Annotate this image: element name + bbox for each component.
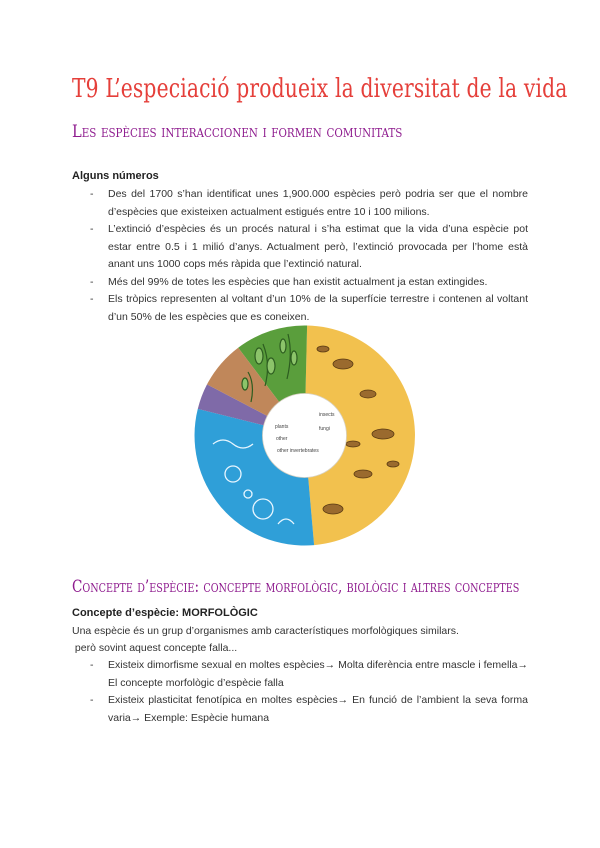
paragraph-definition: Una espècie és un grup d’organismes amb característiques morfològiques similars. — [72, 625, 459, 637]
list-item: - Els tròpics representen al voltant d’un 10% de la superfície terrestre i contenen al voltant d’un 50% de les espècies que es coneixen. — [92, 291, 528, 326]
page-title: T9 L’especiació produeix la diversitat de la vida — [72, 74, 568, 104]
species-diversity-diagram — [193, 324, 416, 547]
list-item: - Des del 1700 s’han identificat unes 1,900.000 espècies però podria ser que el nombre d’espècies que existeixen actualment estigués entre 10 i 100 milions. — [92, 186, 528, 221]
paragraph-concept-fails: però sovint aquest concepte falla... — [72, 642, 238, 654]
list-item: - Existeix plasticitat fenotípica en moltes espècies→ En funció de l’ambient la seva forma varia→ Exemple: Espècie humana — [92, 692, 528, 727]
label-fungi: fungi — [319, 426, 330, 432]
subheading-morphological: Concepte d’espècie: MORFOLÒGIC — [72, 607, 258, 619]
label-other-invertebrates: other invertebrates — [277, 448, 319, 454]
list-item: - L’extinció d’espècies és un procés natural i s’ha estimat que la vida d’una espècie pot estar entre 0.5 i 1 milió d’anys. Actualment però, l’extinció provocada per l’home està anant uns 1000 cops més ràpida que l’extinció natural. — [92, 221, 528, 274]
species-concept-list — [92, 657, 528, 727]
page-subtitle: Les espècies interaccionen i formen comunitats — [72, 122, 403, 142]
numbers-list — [92, 186, 528, 326]
section-heading-species-concept: Concepte d’espècie: concepte morfològic, biològic i altres conceptes — [72, 577, 520, 597]
list-item: - Existeix dimorfisme sexual en moltes espècies→ Molta diferència entre mascle i femella→ El concepte morfològic d’espècie falla — [92, 657, 528, 692]
label-insects: insects — [319, 412, 335, 418]
list-item: - Més del 99% de totes les espècies que han existit actualment ja estan extingides. — [92, 274, 528, 292]
label-plants: plants — [275, 424, 289, 430]
label-other: other — [276, 436, 288, 442]
section-heading-numbers: Alguns números — [72, 170, 159, 182]
